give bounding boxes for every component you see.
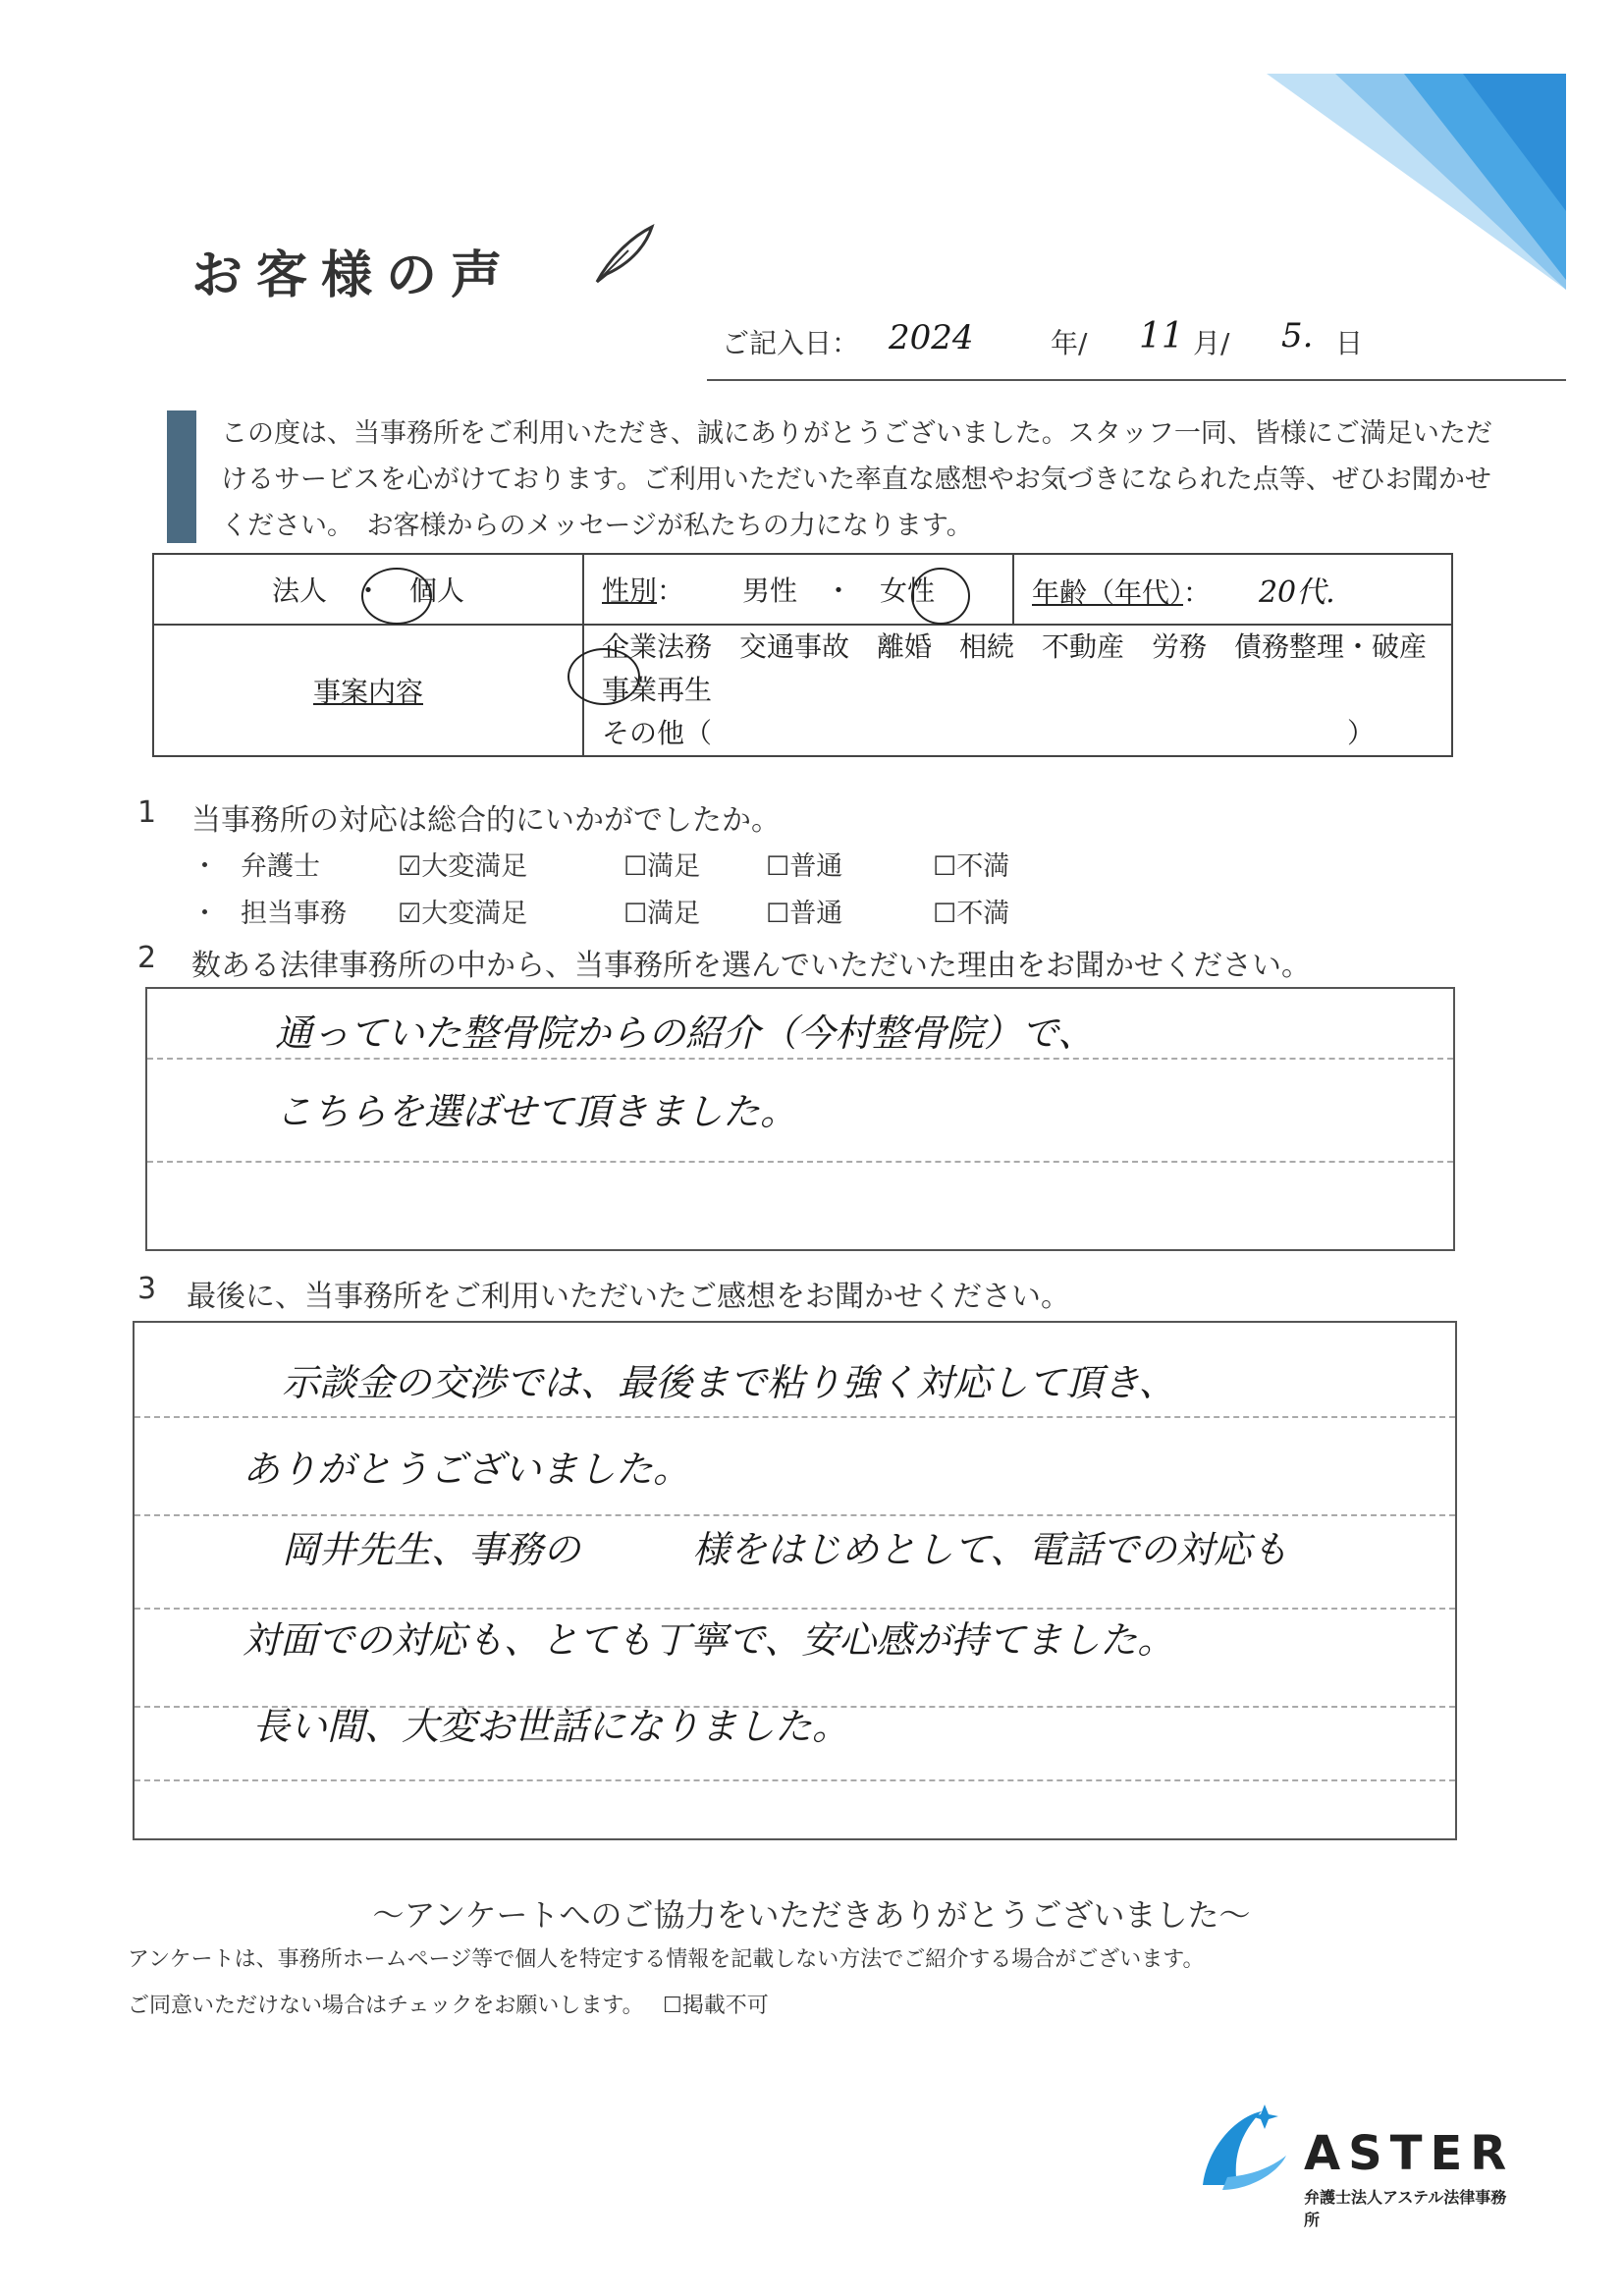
intro-accent-bar: [167, 410, 196, 543]
date-day: 5.: [1281, 316, 1314, 355]
q1-option-satisfied: ☐満足: [623, 899, 701, 929]
footer-consent-note: ご同意いただけない場合はチェックをお願いします。: [128, 1994, 644, 2018]
ruled-line: [135, 1416, 1455, 1418]
feather-icon: [589, 221, 658, 290]
no-publish-checkbox[interactable]: ☐掲載不可: [663, 1994, 769, 2018]
selection-circle-female: [911, 568, 970, 625]
q2-text: 数ある法律事務所の中から、当事務所を選んでいただいた理由をお聞かせください。: [191, 949, 1311, 983]
gender-label: 性別: [602, 574, 658, 607]
aster-logo-icon: [1188, 2097, 1296, 2205]
info-table: [152, 553, 1453, 757]
q1-option-normal: ☐普通: [766, 851, 843, 882]
ruled-line: [135, 1514, 1455, 1516]
case-options: 企業法務 交通事故 離婚 相続 不動産 労務 債務整理・破産 事業再生: [602, 630, 1455, 706]
case-other: その他（: [602, 717, 713, 749]
selection-circle-individual: [361, 568, 432, 625]
q2-answer-line: 通っていた整骨院からの紹介（今村整骨院）で、: [275, 1011, 1096, 1055]
case-label-cell: [153, 625, 583, 756]
ruled-line: [147, 1161, 1453, 1163]
aster-logo-name: ASTER: [1304, 2126, 1515, 2181]
q2-answer-line: こちらを選ばせて頂きました。: [275, 1090, 798, 1133]
date-label: ご記入日：: [722, 327, 860, 359]
q3-answer-line: 対面での対応も、とても丁寧で、安心感が持てました。: [243, 1618, 1175, 1662]
footer-thanks: 〜アンケートへのご協力をいただきありがとうございました〜: [372, 1896, 1251, 1934]
q1-text: 当事務所の対応は総合的にいかがでしたか。: [191, 803, 781, 838]
date-year-unit: 年/: [1051, 327, 1088, 359]
client-type-options: 法人 ・ 個人: [271, 574, 464, 607]
date-underline: [707, 379, 1566, 381]
q3-answer-box: [133, 1321, 1457, 1840]
age-colon: ：: [1183, 576, 1212, 609]
date-row: [722, 316, 1566, 381]
q1-number: 1: [137, 795, 157, 830]
q1-bullet: ・: [191, 899, 218, 929]
gender-options: 男性 ・ 女性: [741, 574, 935, 607]
case-label: 事案内容: [312, 676, 423, 708]
case-other-close: ）: [1346, 717, 1375, 749]
ruled-line: [147, 1058, 1453, 1060]
age-label: 年齢（年代）: [1032, 576, 1184, 609]
case-options-cell: [583, 625, 1455, 756]
corner-decoration: [1267, 74, 1566, 290]
q2-number: 2: [137, 941, 157, 975]
q3-answer-line: 長い間、大変お世話になりました。: [252, 1705, 850, 1748]
q1-option-dissatisfied: ☐不満: [933, 851, 1010, 882]
q1-option-very-satisfied: ☑大変満足: [398, 851, 528, 882]
ruled-line: [135, 1779, 1455, 1781]
q1-option-dissatisfied: ☐不満: [933, 899, 1010, 929]
q3-number: 3: [137, 1272, 157, 1306]
gender-colon: ：: [657, 574, 685, 607]
aster-logo-subtitle: 弁護士法人アステル法律事務所: [1304, 2188, 1507, 2229]
q1-row-label: 弁護士: [241, 851, 320, 882]
q3-text: 最後に、当事務所をご利用いただいたご感想をお聞かせください。: [187, 1280, 1070, 1314]
date-month-unit: 月/: [1193, 327, 1230, 359]
aster-logo: [1188, 2097, 1522, 2229]
q3-answer-line: 岡井先生、事務の 様をはじめとして、電話での対応も: [282, 1528, 1289, 1571]
q3-answer-line: ありがとうございました。: [243, 1448, 691, 1491]
date-day-unit: 日: [1335, 327, 1364, 359]
q1-option-normal: ☐普通: [766, 899, 843, 929]
selection-circle-traffic: [568, 648, 640, 705]
q3-answer-line: 示談金の交渉では、最後まで粘り強く対応して頂き、: [282, 1361, 1176, 1404]
q1-option-satisfied: ☐満足: [623, 851, 701, 882]
q1-option-very-satisfied: ☑大変満足: [398, 899, 528, 929]
footer-note: アンケートは、事務所ホームページ等で個人を特定する情報を記載しない方法でご紹介する場合がございます。: [128, 1947, 1205, 1972]
date-year: 2024: [889, 318, 974, 357]
page-title: お客様の声: [191, 246, 516, 305]
q2-answer-box: [145, 987, 1455, 1251]
date-month: 11: [1139, 316, 1184, 356]
age-cell: [1013, 554, 1452, 625]
age-value: 20代.: [1258, 575, 1335, 610]
intro-text: この度は、当事務所をご利用いただき、誠にありがとうございました。スタッフ一同、皆様にご満足いただけるサービスを心がけております。ご利用いただいた率直な感想やお気づきになられた点等、ぜひお聞かせください。 お客様からのメッセージが私たちの力になります。: [221, 418, 1492, 541]
q1-row-label: 担当事務: [241, 899, 347, 929]
q1-bullet: ・: [191, 851, 218, 882]
